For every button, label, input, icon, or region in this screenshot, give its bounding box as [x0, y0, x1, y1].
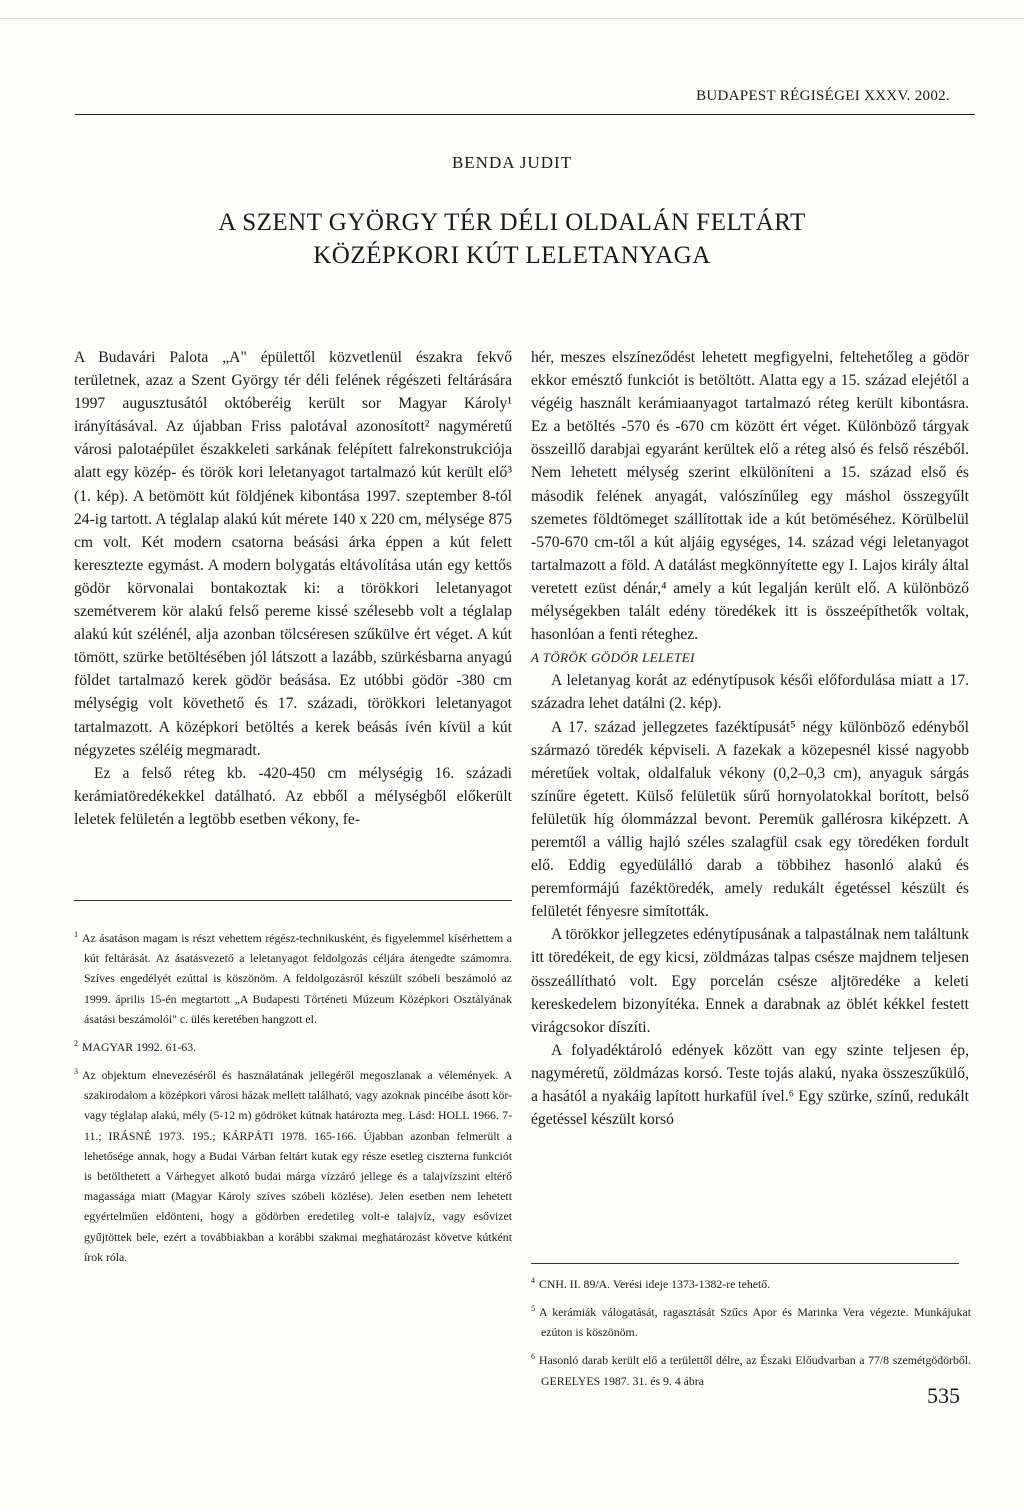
right-column: [531, 346, 969, 1131]
article-title: [0, 206, 1024, 272]
footnote-5: [531, 1299, 971, 1342]
footnote-text: Az ásatáson magam is részt vehettem régész-technikusként, és figyelemmel kísérhettem a kút feltárását. Az ásatásvezető a leletanyagot feldolgozás céljára átengedte számomra. Szíves engedélyét ezúttal is köszönöm. A feldolgozásról készült szóbeli beszámoló az 1999. április 15-én megtartott „A Budapesti Történeti Múzeum Középkori Osztályának ásatási beszámolói" c. ülés keretében hangzott el.: [82, 930, 512, 1026]
footnotes-right: [531, 1271, 971, 1396]
footnote-marker: 3: [74, 1067, 78, 1077]
left-column: [74, 346, 512, 831]
right-paragraph-2: A leletanyag korát az edénytípusok késői előfordulása miatt a 17. századra lehet datálni (2. kép).: [531, 672, 969, 713]
footnote-4: [531, 1271, 971, 1294]
footnote-text: A kerámiák válogatását, ragasztását Szűcs Apor és Marinka Vera végezte. Munkájukat ezúton is köszönöm.: [539, 1305, 971, 1340]
right-paragraph-1: hér, meszes elszíneződést lehetett megfigyelni, feltehetőleg a gödör ekkor emésztő funkciót is betöltött. Alatta egy a 15. század elejétől a végéig használt kerámiaanyagot tartalmazó réteg került kibontásra. Ez a betöltés -570 és -670 cm között ért véget. Különböző tárgyak összeillő darabjai egyaránt kerültek elő a réteg alsó és felső részéből. Nem lehetett mélység szerint elkülöníteni a 15. század első és második felének anyagát, valószínűleg egy máshol összegyűlt szemetes földtömeget szállítottak ide a kút betöméséhez. Körülbelül -570-670 cm-től a kút aljáig egységes, 14. század végi leletanyagot tartalmazott a föld. A datálást megkönnyítette egy I. Lajos király által veretett ezüst dénár,⁴ amely a kút legalján került elő. A különböző mélységekben talált edény töredékek itt is összeépíthetők voltak, hasonlóan a fenti réteghez.: [531, 349, 969, 644]
footnote-marker: 1: [74, 930, 78, 939]
footnote-3: [74, 1062, 512, 1267]
right-paragraph-4: A törökkor jellegzetes edénytípusának a talpastálnak nem találtunk itt töredékeit, de egy kicsi, zöldmázas talpas csésze majdnem teljesen összeállítható volt. Egy porcelán csésze aljtöredéke a keleti kereskedelem bizonyítéka. Ennek a darabnak az öblét kékkel festett virágcsokor díszíti.: [531, 926, 969, 1036]
footnote-rule-right: [531, 1263, 959, 1264]
header-rule: [75, 114, 975, 115]
section-heading: A TÖRÖK GÖDÖR LELETEI: [531, 650, 695, 666]
footnote-marker: 4: [531, 1276, 535, 1285]
footnote-text: Hasonló darab került elő a területtől délre, az Északi Előudvarban a 77/8 szemétgödörből. GERELYES 1987. 31. és 9. 4 ábra: [539, 1353, 971, 1388]
right-paragraph-5: A folyadéktároló edények között van egy szinte teljesen ép, nagyméretű, zöldmázas korsó. Teste tojás alakú, nyaka összeszűkülő, a hasától a nyakáig lapított hurkafül ível.⁶ Egy szürke, színű, redukált égetéssel készült korsó: [531, 1041, 969, 1129]
footnote-rule-left: [74, 900, 512, 901]
running-head: BUDAPEST RÉGISÉGEI XXXV. 2002.: [696, 88, 950, 104]
footnote-text: Az objektum elnevezéséről és használatának jellegéről megoszlanak a vélemények. A szakirodalom a középkori városi házak mellett található, vagy azoknak pincéibe ásott kör- vagy téglalap alakú, mély (5-12 m) gödröket kútnak határozta meg. Lásd: HOLL 1966. 7-11.; IRÁSNÉ 1973. 195.; KÁRPÁTI 1978. 165-166. Újabban azonban felmerült a lehetősége annak, hogy a Budai Várban feltárt kutak egy része esetleg ciszterna funkciót is betölthetett a Várhegyet alkotó budai márga vízzáró jellege és a talajvízszint eltérő magassága miatt (Magyar Károly szíves szóbeli közlése). Jelen esetben nem lehetett egyértelműen eldönteni, hogy a gödörben eredetileg volt-e talajvíz, vagy esővizet gyűjtöttek bele, ezért a továbbiakban a korábbi szakmai meghatározást követve kútként írok róla.: [82, 1067, 512, 1264]
page-number: 535: [927, 1383, 960, 1408]
footnote-marker: 6: [531, 1352, 535, 1362]
footnote-text: MAGYAR 1992. 61-63.: [82, 1039, 197, 1054]
footnote-1: [74, 925, 512, 1029]
title-line-2: KÖZÉPKORI KÚT LELETANYAGA: [313, 242, 711, 269]
footnote-2: [74, 1034, 512, 1057]
footnote-marker: 2: [74, 1038, 78, 1048]
author-name: BENDA JUDIT: [451, 153, 573, 172]
footnote-marker: 5: [531, 1304, 535, 1314]
footnote-text: CNH. II. 89/A. Verési ideje 1373-1382-re tehető.: [539, 1276, 771, 1291]
title-line-1: A SZENT GYÖRGY TÉR DÉLI OLDALÁN FELTÁRT: [218, 209, 806, 236]
footnotes-left: [74, 925, 512, 1272]
left-paragraph-2: Ez a felső réteg kb. -420-450 cm mélységig 16. századi kerámiatöredékekkel datálható. Az ebből a mélységből előkerült leletek felületén a legtöbb esetben vékony, fe-: [74, 764, 512, 828]
page-top-edge: [0, 18, 1024, 19]
left-paragraph-1: A Budavári Palota „A" épülettől közvetlenül északra fekvő területnek, azaz a Szent György tér déli felének régészeti feltárására 1997 augusztusától októberéig került sor Magyar Károly¹ irányításával. Az újabban Friss palotával azonosított² nagyméretű városi palotaépület északkeleti sarkának felépített falrekonstrukciója alatt egy közép- és török kori leletanyagot tartalmazó kút került elő³ (1. kép). A betömött kút földjének kibontása 1997. szeptember 8-tól 24-ig tartott. A téglalap alakú kút mérete 140 x 220 cm, mélysége 875 cm volt. Két modern csatorna beásási árka éppen a kút felett keresztezte egymást. A modern bolygatás eltávolítása után egy kettős gödör körvonalai bontakoztak ki: a törökkori leletanyagot szemétverem kör alakú felső pereme kissé szélesebb volt a téglalap alakú kút szélénél, alja azonban tölcséresen szűkülve ért véget. A kút tömött, szürke betöltésében jól látszott a lazább, szürkésbarna anyagú földet tartalmazó kerek gödör beásása. Ez utóbbi gödör -380 cm mélységig volt követhető és 17. századi, törökkori leletanyagot tartalmazott. A középkori betöltés a kerek beásás ívén kívül a kút négyzetes széléig megmaradt.: [74, 349, 512, 759]
right-paragraph-3: A 17. század jellegzetes fazéktípusát⁵ négy különböző edényből származó töredék képviseli. A fazekak a közepesnél kissé nagyobb méretűek voltak, oldalfaluk vékony (0,2–0,3 cm), anyaguk sárgás színűre égetett. Külső felületük sűrű hornyolatokkal borított, belső felületük híg ólommázzal bevont. Peremük gallérosra kiképzett. A peremtől a vállig hajló széles szalagfül csak egy töredéken fordult elő. Eddig egyedülálló darab a többihez hasonló alakú és peremformájú fazéktöredék, amely redukált égetéssel készült és felületét fényesre simították.: [531, 718, 969, 921]
